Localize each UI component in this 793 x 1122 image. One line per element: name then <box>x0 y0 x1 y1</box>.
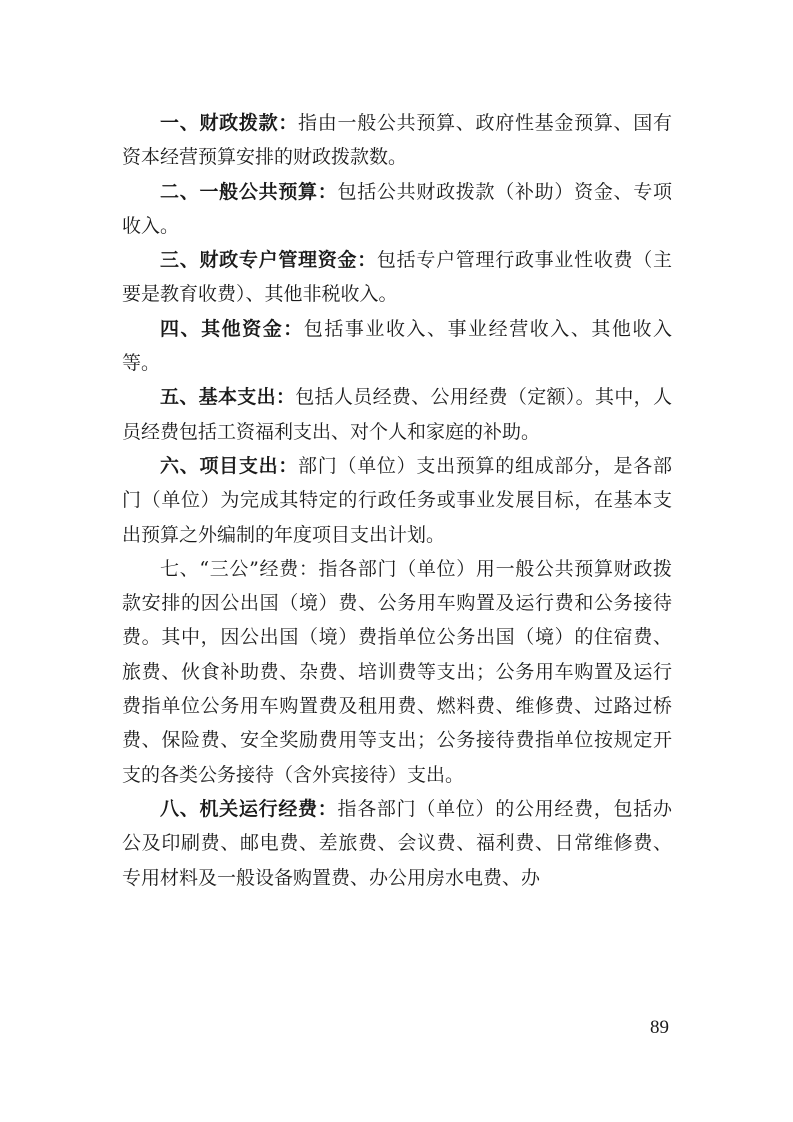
term-definition: 包括专户管理行政事业性收费（主要是教育收费）、其他非税收入。 <box>122 249 672 306</box>
term-definition: 包括人员经费、公用经费（定额）。其中，人员经费包括工资福利支出、对个人和家庭的补助。 <box>122 386 672 443</box>
term-heading: 六、项目支出： <box>160 454 299 477</box>
paragraph-project-expenditure <box>122 449 672 552</box>
paragraph-general-public-budget <box>122 175 672 244</box>
term-heading: 八、机关运行经费： <box>160 797 338 820</box>
term-heading: 五、基本支出： <box>160 386 296 409</box>
paragraph-basic-expenditure <box>122 380 672 449</box>
term-definition: 部门（单位）支出预算的组成部分，是各部门（单位）为完成其特定的行政任务或事业发展目标，在基本支出预算之外编制的年度项目支出计划。 <box>122 454 672 546</box>
term-definition: 包括事业收入、事业经营收入、其他收入等。 <box>122 317 672 375</box>
paragraph-special-account-funds <box>122 243 672 312</box>
term-definition: 指由一般公共预算、政府性基金预算、国有资本经营预算安排的财政拨款数。 <box>122 112 672 169</box>
paragraph-operating-expenses <box>122 792 672 895</box>
term-definition: 包括公共财政拨款（补助）资金、专项收入。 <box>122 180 672 237</box>
term-heading: 四、其他资金： <box>160 317 304 340</box>
term-definition: 指各部门（单位）的公用经费，包括办公及印刷费、邮电费、差旅费、会议费、福利费、日常维修费、专用材料及一般设备购置费、办公用房水电费、办 <box>122 797 672 889</box>
paragraph-financial-appropriation <box>122 106 672 175</box>
page-number: 89 <box>650 1017 669 1038</box>
document-body <box>122 106 672 895</box>
paragraph-other-funds <box>122 312 672 381</box>
paragraph-three-public-expenses <box>122 552 672 792</box>
term-heading: 一、财政拨款： <box>160 112 299 134</box>
term-definition: 七、“三公”经费：指各部门（单位）用一般公共预算财政拨款安排的因公出国（境）费、公务用车购置及运行费和公务接待费。其中，因公出国（境）费指单位公务出国（境）的住宿费、旅费、伙食补助费、杂费、培训费等支出；公务用车购置及运行费指单位公务用车购置费及租用费、燃料费、维修费、过路过桥费、保险费、安全奖励费用等支出；公务接待费指单位按规定开支的各类公务接待（含外宾接待）支出。 <box>122 557 672 786</box>
term-heading: 三、财政专户管理资金： <box>160 249 377 272</box>
term-heading: 二、一般公共预算： <box>160 180 338 203</box>
